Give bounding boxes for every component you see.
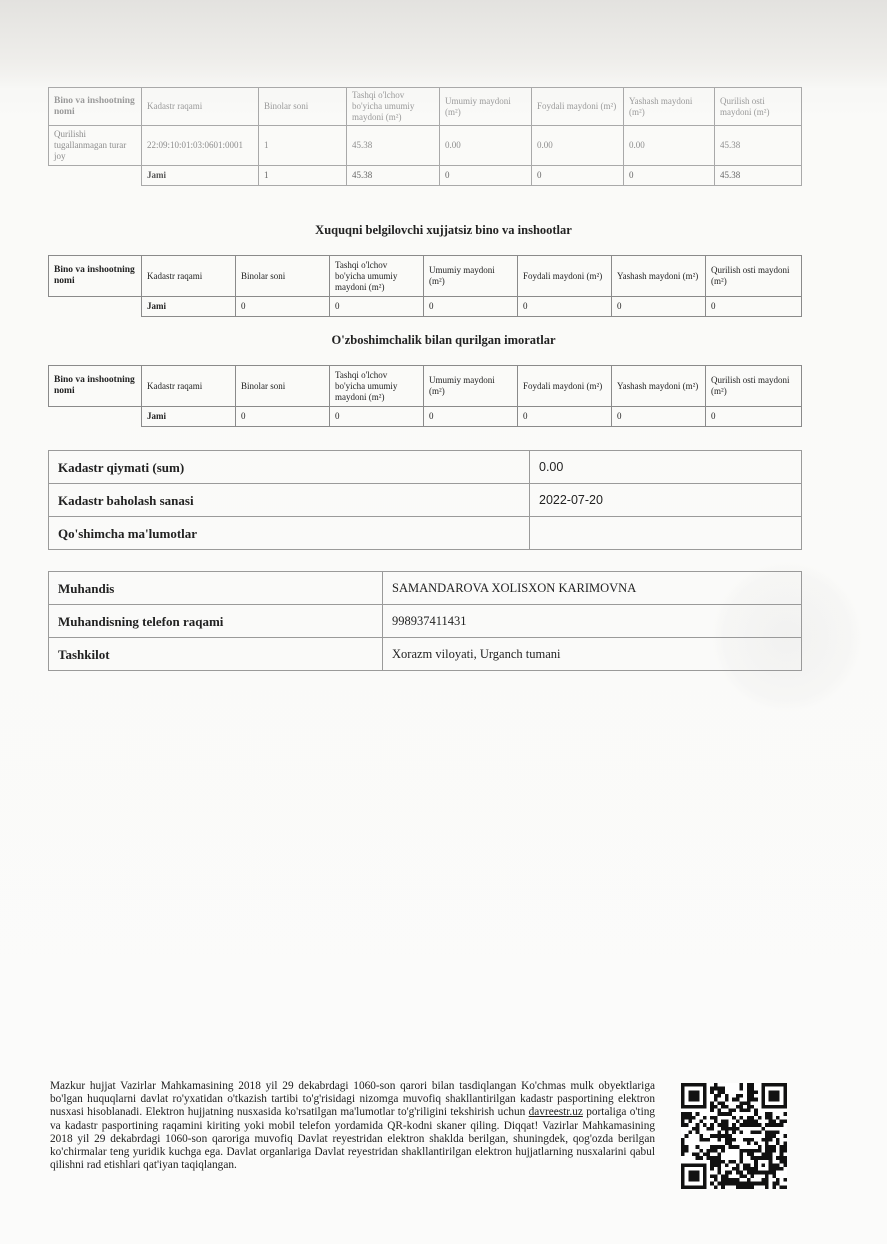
legal-notice xyxy=(50,1080,655,1172)
total-useful-area: 0 xyxy=(518,407,612,427)
engineer-phone: 998937411431 xyxy=(383,605,802,638)
total-label: Jami xyxy=(142,407,236,427)
cadastre-value: 0.00 xyxy=(530,451,802,484)
total-total-area: 0 xyxy=(424,407,518,427)
engineer-name: SAMANDAROVA XOLISXON KARIMOVNA xyxy=(383,572,802,605)
header-building-count: Binolar soni xyxy=(236,366,330,407)
unauthorized-buildings-table xyxy=(48,365,802,427)
header-living-area: Yashash maydoni (m²) xyxy=(624,88,715,126)
total-building-count: 0 xyxy=(236,297,330,317)
table-row xyxy=(49,517,802,550)
table-row xyxy=(49,451,802,484)
cadastre-value-label: Kadastr qiymati (sum) xyxy=(49,451,530,484)
total-building-count: 0 xyxy=(236,407,330,427)
header-cadastre-number: Kadastr raqami xyxy=(142,366,236,407)
header-total-area: Umumiy maydoni (m²) xyxy=(424,366,518,407)
header-useful-area: Foydali maydoni (m²) xyxy=(518,256,612,297)
table-row xyxy=(49,484,802,517)
header-building-count: Binolar soni xyxy=(236,256,330,297)
total-row xyxy=(49,407,802,427)
total-total-area: 0 xyxy=(440,166,532,186)
cell-building-count: 1 xyxy=(259,126,347,166)
header-footprint-area: Qurilish osti maydoni (m²) xyxy=(715,88,802,126)
engineer-name-label: Muhandis xyxy=(49,572,383,605)
total-useful-area: 0 xyxy=(518,297,612,317)
total-useful-area: 0 xyxy=(532,166,624,186)
total-footprint-area: 0 xyxy=(706,297,802,317)
engineer-phone-label: Muhandisning telefon raqami xyxy=(49,605,383,638)
total-external-area: 0 xyxy=(330,407,424,427)
header-total-area: Umumiy maydoni (m²) xyxy=(440,88,532,126)
total-footprint-area: 0 xyxy=(706,407,802,427)
header-living-area: Yashash maydoni (m²) xyxy=(612,256,706,297)
header-building-name: Bino va inshootning nomi xyxy=(49,366,142,407)
table-row xyxy=(49,572,802,605)
organization-label: Tashkilot xyxy=(49,638,383,671)
cell-useful-area: 0.00 xyxy=(532,126,624,166)
total-row xyxy=(49,297,802,317)
section-title-undocumented: Xuquqni belgilovchi xujjatsiz bino va inshootlar xyxy=(315,223,572,237)
cadastre-date: 2022-07-20 xyxy=(530,484,802,517)
header-footprint-area: Qurilish osti maydoni (m²) xyxy=(706,256,802,297)
total-building-count: 1 xyxy=(259,166,347,186)
cell-footprint-area: 45.38 xyxy=(715,126,802,166)
legal-notice-part-2: portaliga o'ting va kadastr pasportining raqamini kiriting yoki mobil telefon yordamida QR-kodni skaner qiling. Diqqat! Vazirlar Mahkamasining 2018 yil 29 dekabrdagi 1060-son qaroriga muvofiq Davlat reyestridan elektron shaklda berilgan, shuningdek, qog'ozda berilgan ko'chirmalar teng yuridik kuchga ega. Davlat organlariga Davlat reyestridan shakllantirilgan elektron hujjatlarning nusxalarini qabul qilishni rad etishlari qat'iyan taqiqlangan. xyxy=(50,1106,656,1172)
section-title-unauthorized: O'zboshimchalik bilan qurilgan imoratlar xyxy=(331,333,556,347)
organization: Xorazm viloyati, Urganch tumani xyxy=(383,638,802,671)
undocumented-buildings-table xyxy=(48,255,802,317)
header-cadastre-number: Kadastr raqami xyxy=(142,88,259,126)
total-footprint-area: 45.38 xyxy=(715,166,802,186)
header-building-count: Binolar soni xyxy=(259,88,347,126)
cadastre-valuation-table xyxy=(48,450,802,550)
header-building-name: Bino va inshootning nomi xyxy=(49,256,142,297)
table-row xyxy=(49,605,802,638)
total-label: Jami xyxy=(142,297,236,317)
header-cadastre-number: Kadastr raqami xyxy=(142,256,236,297)
header-external-area: Tashqi o'lchov bo'yicha umumiy maydoni (m²) xyxy=(330,256,424,297)
qr-code[interactable] xyxy=(681,1083,787,1189)
total-label: Jami xyxy=(142,166,259,186)
engineer-table xyxy=(48,571,802,671)
header-external-area: Tashqi o'lchov bo'yicha umumiy maydoni (m²) xyxy=(330,366,424,407)
legal-notice-part-1: Mazkur hujjat Vazirlar Mahkamasining 2018 yil 29 dekabrdagi 1060-son qarori bilan tasdiqlangan Ko'chmas mulk obyektlariga bo'lgan huquqlarni davlat ro'yxatidan o'tkazish tartibi to'g'risidagi nizomga muvofiq shakllantirilgan kadastr pasportining elektron nusxasi hisoblanadi. Elektron hujjatning nusxasida ko'rsatilgan ma'lumotlar to'g'riligini tekshirish uchun xyxy=(50,1080,655,1119)
cell-living-area: 0.00 xyxy=(624,126,715,166)
cell-building-name: Qurilishi tugallanmagan turar joy xyxy=(49,126,142,166)
header-total-area: Umumiy maydoni (m²) xyxy=(424,256,518,297)
davreestr-link[interactable]: davreestr.uz xyxy=(528,1106,583,1119)
cell-external-area: 45.38 xyxy=(347,126,440,166)
cadastre-extra xyxy=(530,517,802,550)
header-footprint-area: Qurilish osti maydoni (m²) xyxy=(706,366,802,407)
cell-total-area: 0.00 xyxy=(440,126,532,166)
header-living-area: Yashash maydoni (m²) xyxy=(612,366,706,407)
total-external-area: 0 xyxy=(330,297,424,317)
header-useful-area: Foydali maydoni (m²) xyxy=(518,366,612,407)
total-living-area: 0 xyxy=(612,407,706,427)
total-external-area: 45.38 xyxy=(347,166,440,186)
total-row xyxy=(49,166,802,186)
buildings-table xyxy=(48,87,802,186)
cell-cadastre-number: 22:09:10:01:03:0601:0001 xyxy=(142,126,259,166)
header-building-name: Bino va inshootning nomi xyxy=(49,88,142,126)
cadastre-date-label: Kadastr baholash sanasi xyxy=(49,484,530,517)
total-living-area: 0 xyxy=(624,166,715,186)
scan-shadow xyxy=(0,0,887,88)
total-living-area: 0 xyxy=(612,297,706,317)
header-external-area: Tashqi o'lchov bo'yicha umumiy maydoni (m²) xyxy=(347,88,440,126)
header-useful-area: Foydali maydoni (m²) xyxy=(532,88,624,126)
cadastre-extra-label: Qo'shimcha ma'lumotlar xyxy=(49,517,530,550)
table-row xyxy=(49,126,802,166)
table-row xyxy=(49,638,802,671)
total-total-area: 0 xyxy=(424,297,518,317)
